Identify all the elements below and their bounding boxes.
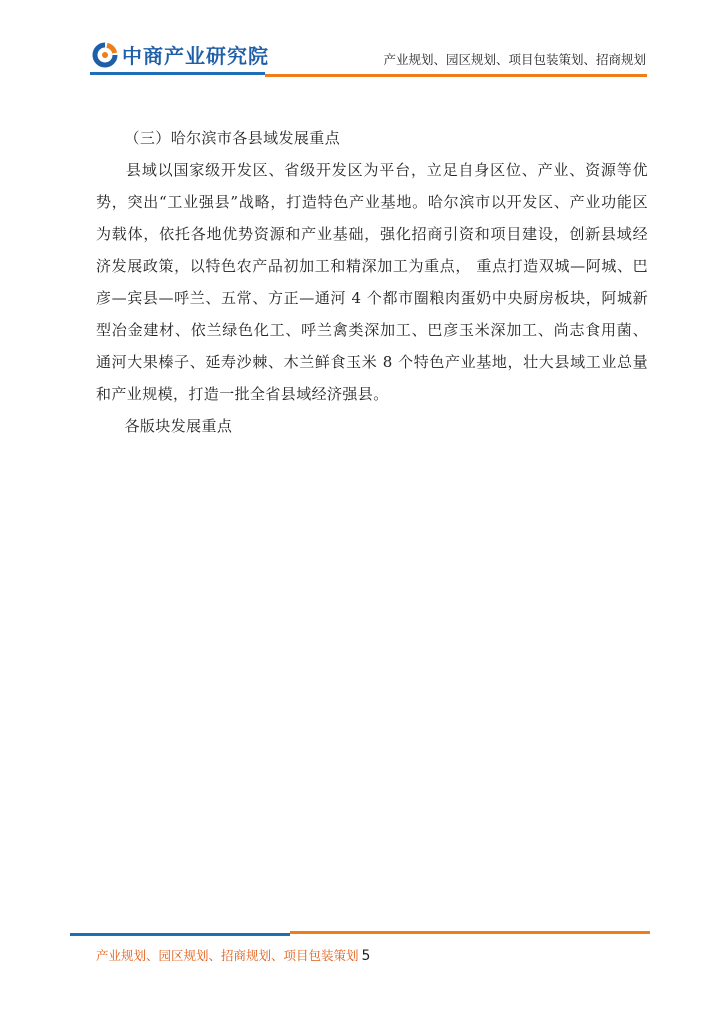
footer-tagline: 产业规划、园区规划、招商规划、项目包装策划 (96, 948, 359, 963)
header-divider-blue (90, 72, 265, 75)
footer-divider-blue (70, 933, 290, 936)
cycle-c-logo-icon (92, 42, 118, 68)
header-divider-orange (265, 74, 647, 77)
header-tagline: 产业规划、园区规划、项目包装策划、招商规划 (383, 52, 646, 67)
section-title: （三）哈尔滨市各县域发展重点 (124, 129, 341, 147)
footer-divider-orange (290, 931, 650, 934)
footer-text-row (96, 946, 370, 964)
document-body (96, 122, 648, 442)
sub-heading: 各版块发展重点 (124, 417, 233, 435)
logo-text: 中商产业研究院 (122, 44, 269, 68)
company-logo (92, 40, 269, 69)
page-footer (0, 925, 724, 985)
body-paragraph: 县域以国家级开发区、省级开发区为平台，立足自身区位、产业、资源等优势，突出“工业强县”战略，打造特色产业基地。哈尔滨市以开发区、产业功能区为载体，依托各地优势资源和产业基础，强化招商引资和项目建设，创新县域经济发展政策，以特色农产品初加工和精深加工为重点， 重点打造双城—阿城、巴彦—宾县—呼兰、五常、方正—通河 4 个都市圈粮肉蛋奶中央厨房板块，阿城新型冶金建材、依兰绿色化工、呼兰禽类深加工、巴彦玉米深加工、尚志食用菌、通河大果榛子、延寿沙棘、木兰鲜食玉米 8 个特色产业基地，壮大县域工业总量和产业规模，打造一批全省县域经济强县。 (96, 161, 648, 403)
page-number: 5 (361, 948, 371, 964)
page-header (0, 0, 724, 90)
